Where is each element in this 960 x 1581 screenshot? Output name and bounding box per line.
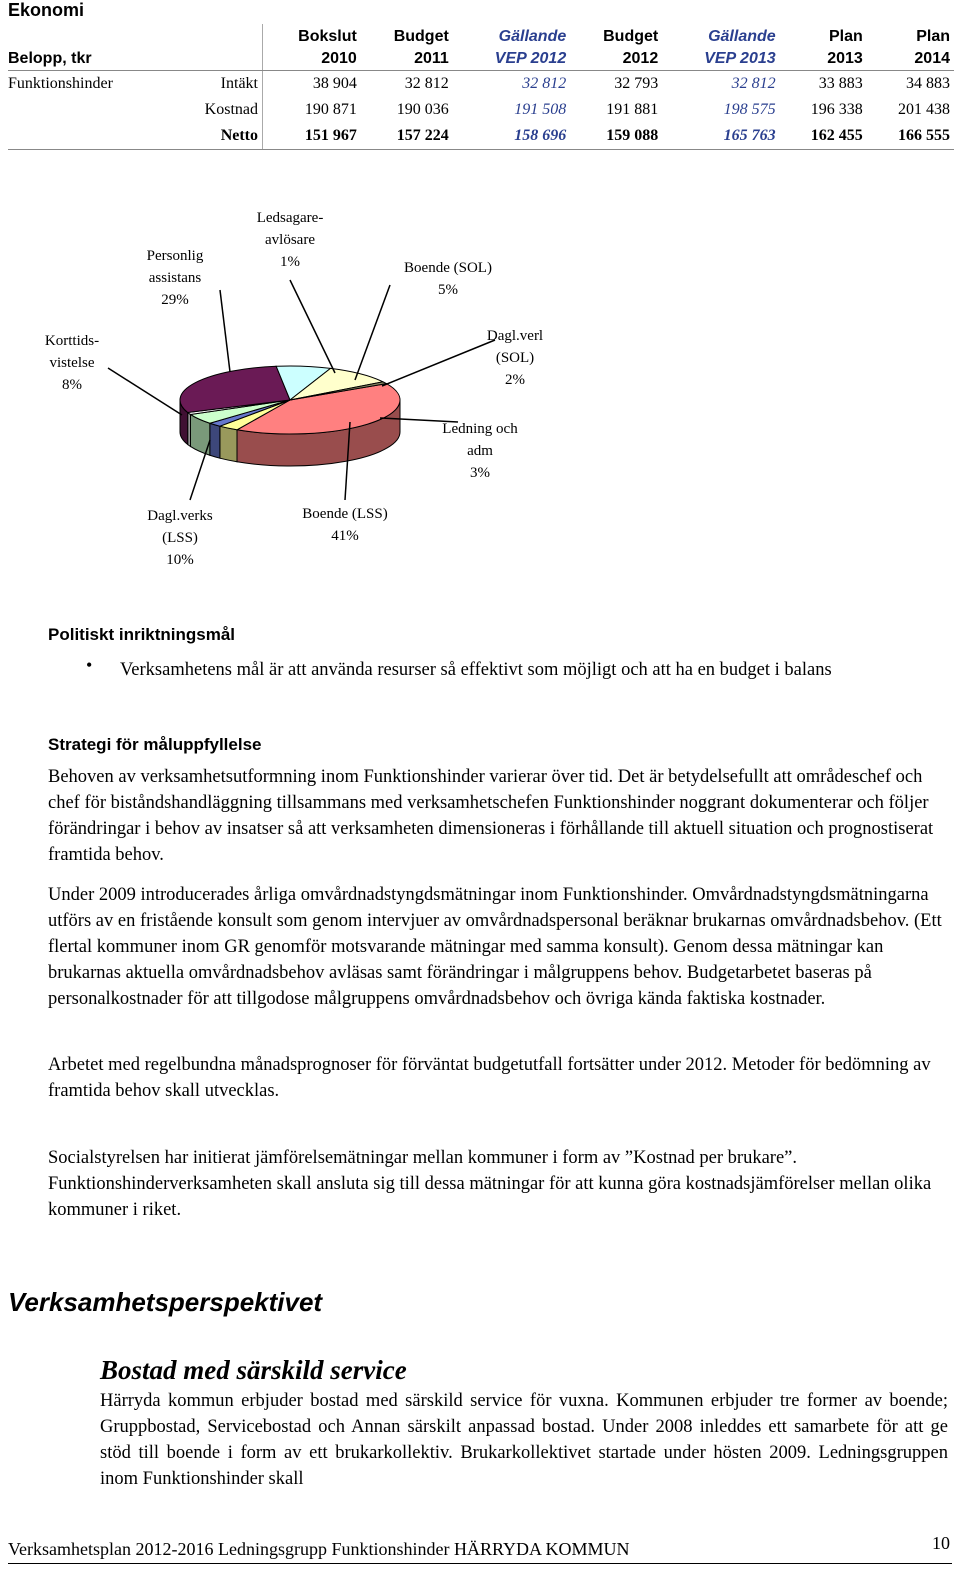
pie-label-line: Dagl.verl	[486, 328, 544, 344]
column-header	[867, 24, 954, 71]
pie-label-percent: 3%	[470, 465, 490, 481]
pie-slice-side	[210, 423, 220, 458]
column-header-line1: Gällande	[708, 28, 776, 45]
pie-label-line: avlösare	[265, 232, 315, 248]
table-cell: 190 871	[263, 97, 361, 123]
column-header-line2: 2013	[827, 50, 863, 67]
pie-label-line: Boende (LSS)	[302, 506, 388, 522]
column-header-line1: Plan	[916, 28, 950, 45]
column-header	[570, 24, 662, 71]
pie-label-line: Boende (SOL)	[404, 260, 492, 276]
footer-text: Verksamhetsplan 2012-2016 Ledningsgrupp Funktionshinder HÄRRYDA KOMMUN	[8, 1539, 630, 1559]
pie-label-percent: 8%	[62, 377, 82, 393]
pie-label	[12, 330, 132, 396]
table-cell: 196 338	[810, 101, 863, 118]
strategi-paragraph-2: Under 2009 introducerades årliga omvårdnadstyngdsmätningar inom Funktionshinder. Omvårdnadstyngdsmätningarna utförs av en fristående konsult som genom intervjuer av omvårdnadspersonal beräknar brukarnas omvårdnadsbehov. (Ett flertal kommuner inom GR genomför motsvarande mätningar med samma konsult). Genom dessa mätningar kan brukarnas aktuella omvårdnadsbehov avläsas samt förändringar i målgruppens behov. Budgetarbetet baseras på personalkostnader för att tillgodose målgruppens omvårdnadsbehov och övriga kända faktiska kostnader.	[48, 885, 942, 1009]
verksamhet-subheading: Bostad med särskild service	[100, 1355, 407, 1385]
pie-label-line: Ledning och	[442, 421, 518, 437]
table-cell: 162 455	[780, 123, 867, 150]
politiskt-heading: Politiskt inriktningsmål	[48, 625, 236, 644]
pie-label-line: Ledsagare-	[256, 210, 324, 226]
table-cell: 32 812	[404, 75, 449, 92]
table-cell: 198 575	[723, 101, 776, 118]
pie-slice-side	[220, 426, 237, 462]
pie-label	[420, 418, 540, 484]
table-cell: 32 812	[522, 75, 567, 92]
column-header-line2: Belopp, tkr	[8, 50, 92, 67]
pie-label-percent: 1%	[280, 254, 300, 270]
pie-label	[120, 505, 240, 571]
table-cell: 32 793	[614, 75, 659, 92]
column-header-line2: VEP 2013	[704, 50, 776, 67]
table-body	[8, 71, 954, 150]
bullet-icon: •	[86, 655, 93, 675]
section-title: Ekonomi	[8, 0, 85, 20]
pie-label-percent: 29%	[161, 292, 189, 308]
verksamhet-text: Härryda kommun erbjuder bostad med särskild service för vuxna. Kommunen erbjuder tre former av boende; Gruppbostad, Servicebostad och Annan särskilt anpassad bostad. Under 2008 inleddes ett samarbete för att ge stöd till boende i form av ett brukarkollektiv. Brukarkollektivet startade under hösten 2009. Ledningsgruppen inom Funktionshinder skall	[100, 1391, 948, 1489]
pie-label	[230, 207, 350, 273]
pie-label-percent: 5%	[438, 282, 458, 298]
table-cell: 158 696	[453, 123, 570, 150]
column-header-line1: Bokslut	[298, 28, 357, 45]
table-cell: 190 036	[396, 101, 449, 118]
column-header-line1	[8, 26, 258, 48]
column-header-line2: 2010	[321, 50, 357, 67]
pie-label	[388, 257, 508, 301]
row-label: Intäkt	[220, 75, 258, 92]
pie-label-line: assistans	[148, 270, 202, 286]
table-cell: 38 904	[263, 71, 361, 98]
page-number: 10	[932, 1533, 950, 1553]
column-header-line2: 2014	[914, 50, 950, 67]
strategi-paragraph-4: Socialstyrelsen har initierat jämförelsemätningar mellan kommuner i form av ”Kostnad per brukare”. Funktionshinderverksamheten skall ansluta sig till dessa mätningar för att kunna göra kostnadsjämförelser mellan olika kommuner i riket.	[48, 1148, 932, 1220]
table-cell: 151 967	[263, 123, 361, 150]
table-header-row	[8, 24, 954, 71]
pie-label-percent: 10%	[166, 552, 194, 568]
pie-label-line: Personlig	[146, 248, 204, 264]
column-header-line2: 2011	[414, 50, 449, 67]
row-group	[8, 97, 162, 123]
table-row	[8, 71, 954, 98]
table-cell: 165 763	[662, 123, 779, 150]
column-header-line2: VEP 2012	[494, 50, 567, 67]
row-label: Netto	[162, 123, 263, 150]
column-header	[263, 24, 361, 71]
column-header	[662, 24, 779, 71]
pie-chart	[0, 200, 600, 580]
footer-divider	[8, 1563, 952, 1564]
pie-label-line: adm	[467, 443, 493, 459]
column-header	[780, 24, 867, 71]
pie-label	[285, 503, 405, 547]
column-header-line2: 2012	[622, 50, 659, 67]
strategi-heading: Strategi för måluppfyllelse	[48, 735, 262, 754]
strategi-paragraph-3: Arbetet med regelbundna månadsprognoser för förväntat budgetutfall fortsätter under 2012. Metoder för bedömning av framtida behov skall utvecklas.	[48, 1055, 931, 1101]
table-row	[8, 123, 954, 150]
verksamhet-heading: Verksamhetsperspektivet	[8, 1287, 323, 1317]
pie-label	[115, 245, 235, 311]
pie-label	[455, 325, 575, 391]
table-cell: 159 088	[570, 123, 662, 150]
table-cell: 201 438	[898, 101, 950, 118]
row-group: Funktionshinder	[8, 75, 113, 92]
table-cell: 191 508	[514, 101, 567, 118]
column-header-line1: Gällande	[498, 28, 567, 45]
strategi-paragraph-1: Behoven av verksamhetsutformning inom Funktionshinder varierar över tid. Det är betydelsefullt att områdeschef och chef för biståndshandläggning tillsammans med verksamhetschefen Funktionshinder noggrant dokumenterar och följer förändringar i behov av insatser så att verksamheten dimensioneras i förhållande till aktuell situation och prognostiserat framtida behov.	[48, 767, 934, 865]
table-cell: 191 881	[606, 101, 659, 118]
pie-label-line: Dagl.verks	[147, 508, 213, 524]
table-cell: 32 812	[731, 75, 776, 92]
column-header-line1: Budget	[603, 28, 659, 45]
column-header-line1: Plan	[829, 28, 863, 45]
politiskt-bullet-text: Verksamhetens mål är att använda resurser så effektivt som möjligt och att ha en budget i balans	[120, 660, 832, 680]
table-cell: 34 883	[906, 75, 950, 92]
pie-label-line: (SOL)	[495, 350, 535, 366]
column-header-line1: Budget	[393, 28, 449, 45]
table-cell: 33 883	[818, 75, 863, 92]
pie-leader-line	[355, 285, 390, 380]
pie-label-percent: 41%	[331, 528, 359, 544]
row-group	[8, 123, 162, 150]
row-label: Kostnad	[204, 101, 258, 118]
pie-label-line: (LSS)	[162, 530, 198, 546]
column-header	[8, 24, 263, 71]
table-cell: 166 555	[867, 123, 954, 150]
column-header	[453, 24, 570, 71]
pie-label-line: Korttids-	[44, 333, 100, 349]
pie-leader-line	[290, 280, 335, 373]
table-row	[8, 97, 954, 123]
pie-label-percent: 2%	[505, 372, 525, 388]
column-header	[361, 24, 453, 71]
budget-table	[8, 24, 954, 150]
pie-label-line: vistelse	[49, 355, 95, 371]
table-cell: 157 224	[361, 123, 453, 150]
